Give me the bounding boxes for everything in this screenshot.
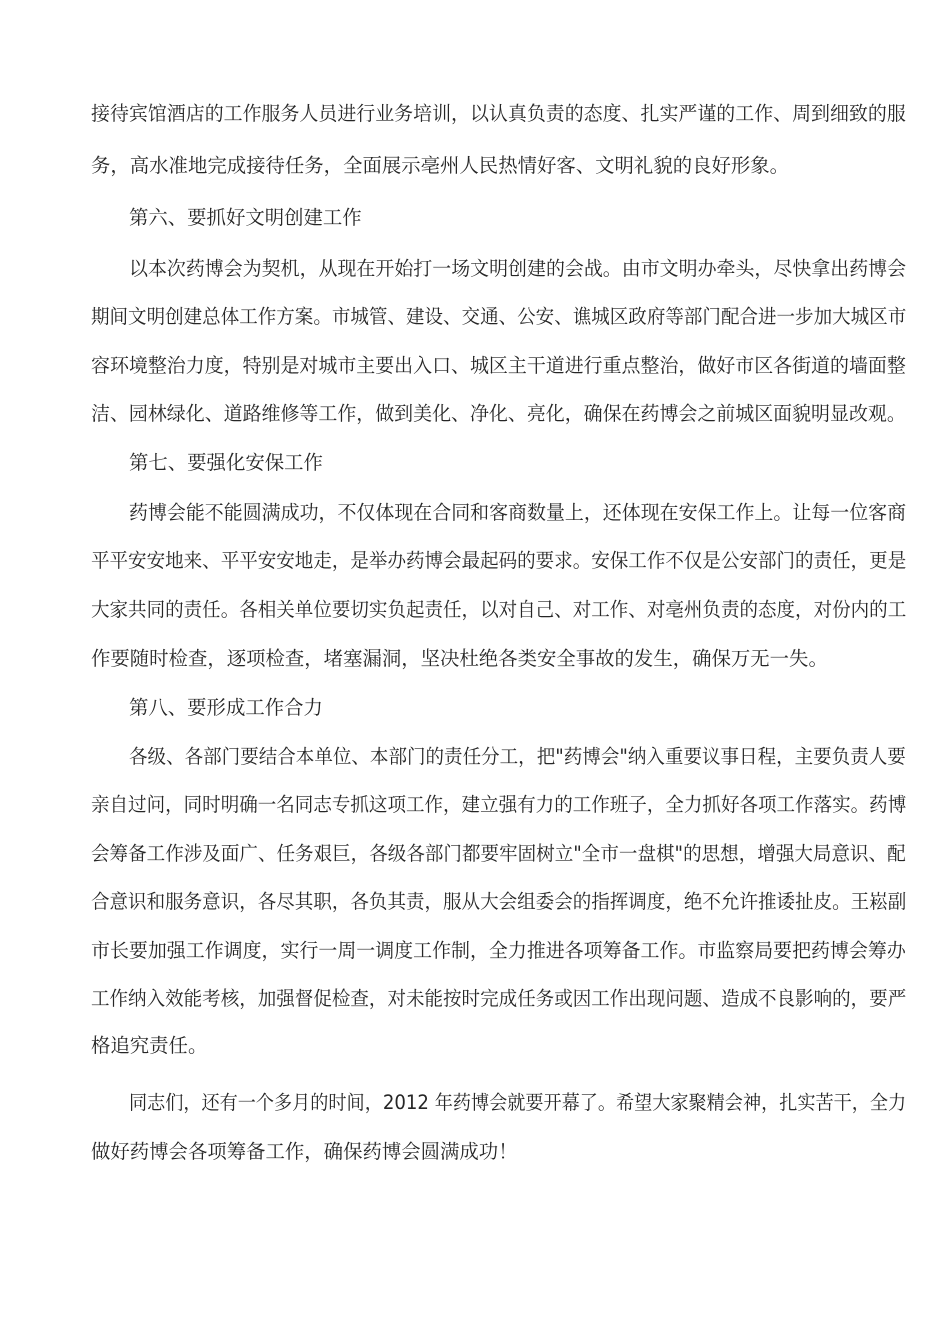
text-line: 药博会能不能圆满成功，不仅体现在合同和客商数量上，还体现在安保工作上。让每一位客商 — [129, 501, 907, 524]
text-line: 会筹备工作涉及面广、任务艰巨，各级各部门都要牢固树立"全市一盘棋"的思想，增强大局意识、配 — [91, 842, 906, 865]
text-line: 接待宾馆酒店的工作服务人员进行业务培训，以认真负责的态度、扎实严谨的工作、周到细致的服 — [91, 102, 906, 125]
text-line: 以本次药博会为契机，从现在开始打一场文明创建的会战。由市文明办牵头，尽快拿出药博会 — [129, 257, 907, 280]
text-line: 做好药博会各项筹备工作，确保药博会圆满成功！ — [91, 1140, 518, 1163]
text-line: 容环境整治力度，特别是对城市主要出入口、城区主干道进行重点整治，做好市区各街道的墙面整 — [91, 354, 906, 377]
text-line: 市长要加强工作调度，实行一周一调度工作制，全力推进各项筹备工作。市监察局要把药博会筹办 — [91, 939, 906, 962]
section-heading: 第七、要强化安保工作 — [129, 451, 323, 474]
text-line: 务，高水准地完成接待任务，全面展示亳州人民热情好客、文明礼貌的良好形象。 — [91, 154, 790, 177]
section-heading: 第六、要抓好文明创建工作 — [129, 206, 362, 229]
text-line: 各级、各部门要结合本单位、本部门的责任分工，把"药博会"纳入重要议事日程，主要负责人要 — [129, 745, 906, 768]
text-line: 作要随时检查，逐项检查，堵塞漏洞，坚决杜绝各类安全事故的发生，确保万无一失。 — [91, 647, 828, 670]
text-line: 亲自过问，同时明确一名同志专抓这项工作，建立强有力的工作班子，全力抓好各项工作落实。药博 — [91, 793, 907, 816]
text-line: 工作纳入效能考核，加强督促检查，对未能按时完成任务或因工作出现问题、造成不良影响的，要严 — [91, 987, 907, 1010]
section-heading: 第八、要形成工作合力 — [129, 696, 323, 719]
text-line: 同志们，还有一个多月的时间，2012 年药博会就要开幕了。希望大家聚精会神，扎实苦干，全力 — [129, 1091, 907, 1114]
text-line: 合意识和服务意识，各尽其职，各负其责，服从大会组委会的指挥调度，绝不允许推诿扯皮。王崧副 — [91, 890, 907, 913]
text-line: 平平安安地来、平平安安地走，是举办药博会最起码的要求。安保工作不仅是公安部门的责任，更是 — [91, 549, 907, 572]
text-line: 大家共同的责任。各相关单位要切实负起责任，以对自己、对工作、对亳州负责的态度，对份内的工 — [91, 598, 907, 621]
text-line: 格追究责任。 — [91, 1034, 208, 1057]
text-line: 洁、园林绿化、道路维修等工作，做到美化、净化、亮化，确保在药博会之前城区面貌明显改观。 — [91, 402, 906, 425]
text-line: 期间文明创建总体工作方案。市城管、建设、交通、公安、谯城区政府等部门配合进一步加大城区市 — [91, 305, 907, 328]
